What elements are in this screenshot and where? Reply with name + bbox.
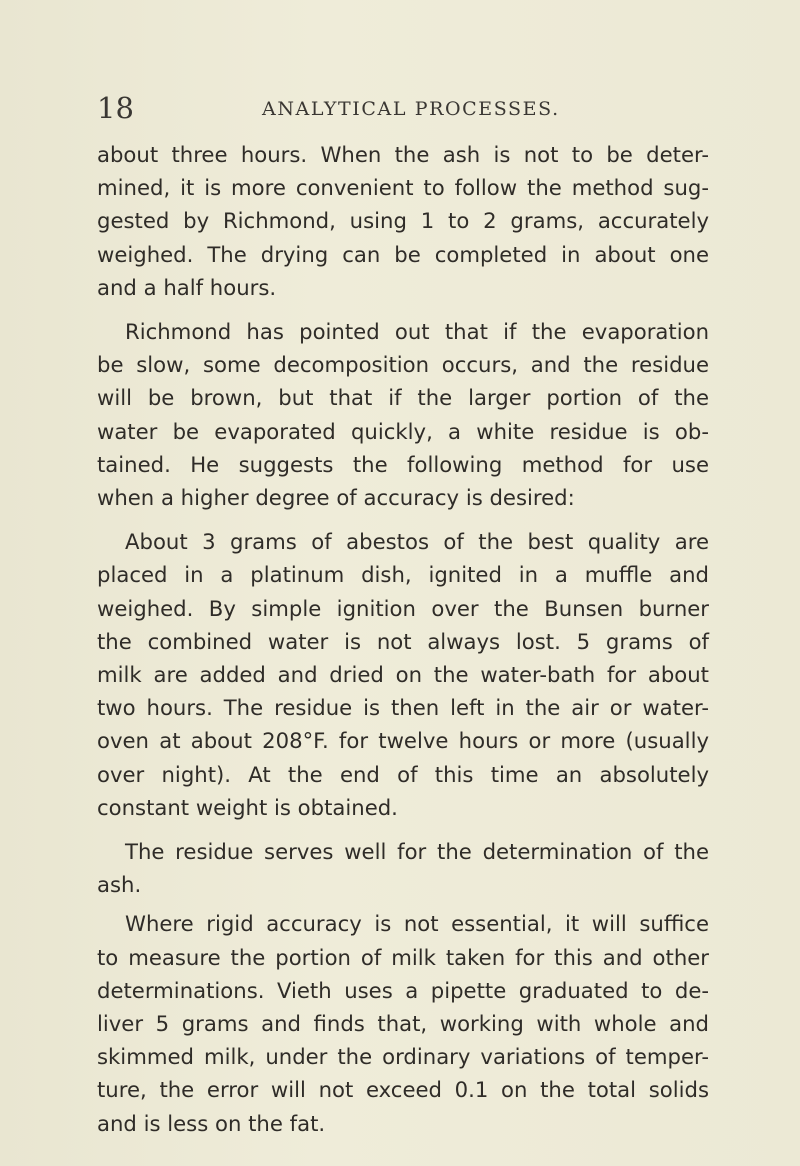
running-head: ANALYTICAL PROCESSES. — [262, 98, 560, 120]
text-line: liver 5 grams and finds that, working with whole and — [97, 1011, 709, 1037]
paragraph — [97, 525, 709, 824]
text-line: and a half hours. — [97, 274, 277, 300]
text-line: mined, it is more convenient to follow the method sug- — [97, 175, 709, 201]
text-line: water be evaporated quickly, a white residue is ob- — [97, 418, 709, 444]
text-line: gested by Richmond, using 1 to 2 grams, accurately — [97, 208, 709, 234]
page-header — [97, 90, 717, 130]
paragraph — [97, 315, 709, 514]
page-number: 18 — [97, 91, 134, 125]
text-line: About 3 grams of abestos of the best quality are — [125, 529, 709, 555]
text-line: two hours. The residue is then left in the air or water- — [97, 695, 709, 721]
text-line: ture, the error will not exceed 0.1 on the total solids — [97, 1077, 709, 1103]
text-line: over night). At the end of this time an absolutely — [97, 761, 709, 787]
text-line: skimmed milk, under the ordinary variations of temper- — [97, 1044, 709, 1070]
body-text — [97, 138, 709, 1140]
text-line: the combined water is not always lost. 5 grams of — [97, 628, 709, 654]
text-line: milk are added and dried on the water-bath for about — [97, 662, 709, 688]
text-line: when a higher degree of accuracy is desired: — [97, 485, 575, 511]
text-line: oven at about 208°F. for twelve hours or more (usually — [97, 728, 709, 754]
text-line: weighed. By simple ignition over the Bunsen burner — [97, 595, 709, 621]
text-line: and is less on the fat. — [97, 1110, 326, 1136]
text-line: weighed. The drying can be completed in about one — [97, 241, 709, 267]
text-line: to measure the portion of milk taken for this and other — [97, 944, 709, 970]
text-line: about three hours. When the ash is not to be deter- — [97, 142, 709, 167]
text-line: Where rigid accuracy is not essential, it will suffice — [125, 911, 709, 937]
paragraph — [97, 138, 709, 304]
text-line: placed in a platinum dish, ignited in a muffle and — [97, 562, 709, 588]
text-line: be slow, some decomposition occurs, and the residue — [97, 352, 709, 378]
text-line: will be brown, but that if the larger portion of the — [97, 385, 709, 411]
text-line: The residue serves well for the determination of the — [125, 839, 709, 865]
text-line: tained. He suggests the following method for use — [97, 451, 709, 477]
text-line: Richmond has pointed out that if the evaporation — [125, 319, 709, 345]
paragraph — [97, 835, 709, 901]
text-line: ash. — [97, 872, 142, 898]
text-line: determinations. Vieth uses a pipette graduated to de- — [97, 977, 709, 1003]
text-line: constant weight is obtained. — [97, 794, 398, 820]
paragraph — [97, 907, 709, 1139]
